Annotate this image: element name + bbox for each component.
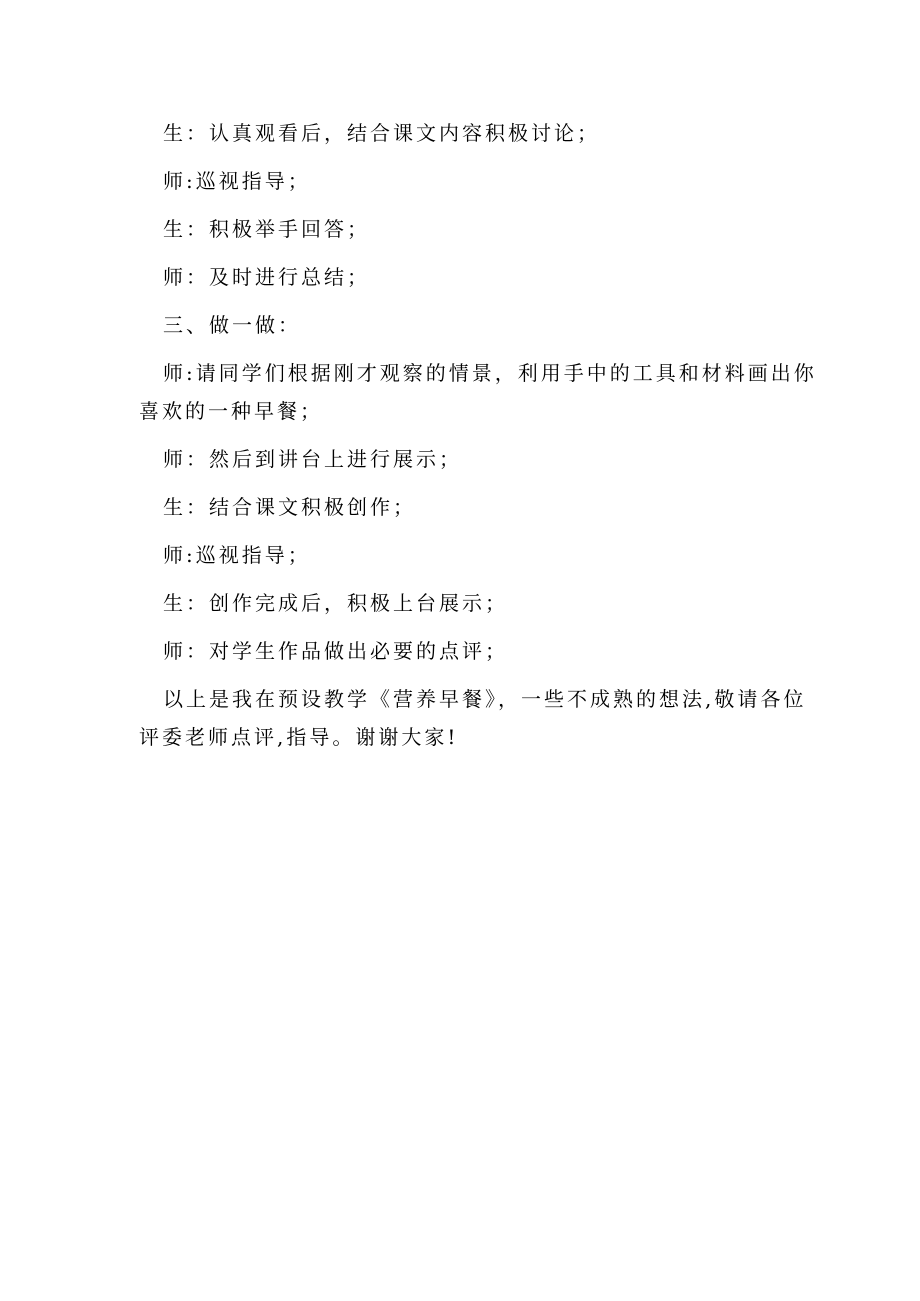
text-line: 生：创作完成后，积极上台展示； <box>163 591 508 615</box>
section-heading: 三、做一做： <box>163 313 301 337</box>
text-line: 生：认真观看后，结合课文内容积极讨论； <box>163 121 600 145</box>
text-line: 师:巡视指导； <box>163 169 311 193</box>
text-line: 师:巡视指导； <box>163 543 311 567</box>
paragraph <box>139 356 817 428</box>
text-line: 评委老师点评,指导。谢谢大家! <box>139 725 459 749</box>
text-line: 师：对学生作品做出必要的点评； <box>163 639 508 663</box>
text-line: 以上是我在预设教学《营养早餐》，一些不成熟的想法,敬请各位 <box>163 687 807 711</box>
text-line: 师：及时进行总结； <box>163 265 370 289</box>
document-body <box>139 116 817 768</box>
text-line: 师：然后到讲台上进行展示； <box>163 447 462 471</box>
text-line: 生：结合课文积极创作； <box>163 495 416 519</box>
text-line: 生：积极举手回答； <box>163 217 370 241</box>
closing-paragraph <box>139 682 807 754</box>
text-line: 喜欢的一种早餐； <box>139 399 323 423</box>
text-line: 师:请同学们根据刚才观察的情景，利用手中的工具和材料画出你 <box>163 361 817 385</box>
